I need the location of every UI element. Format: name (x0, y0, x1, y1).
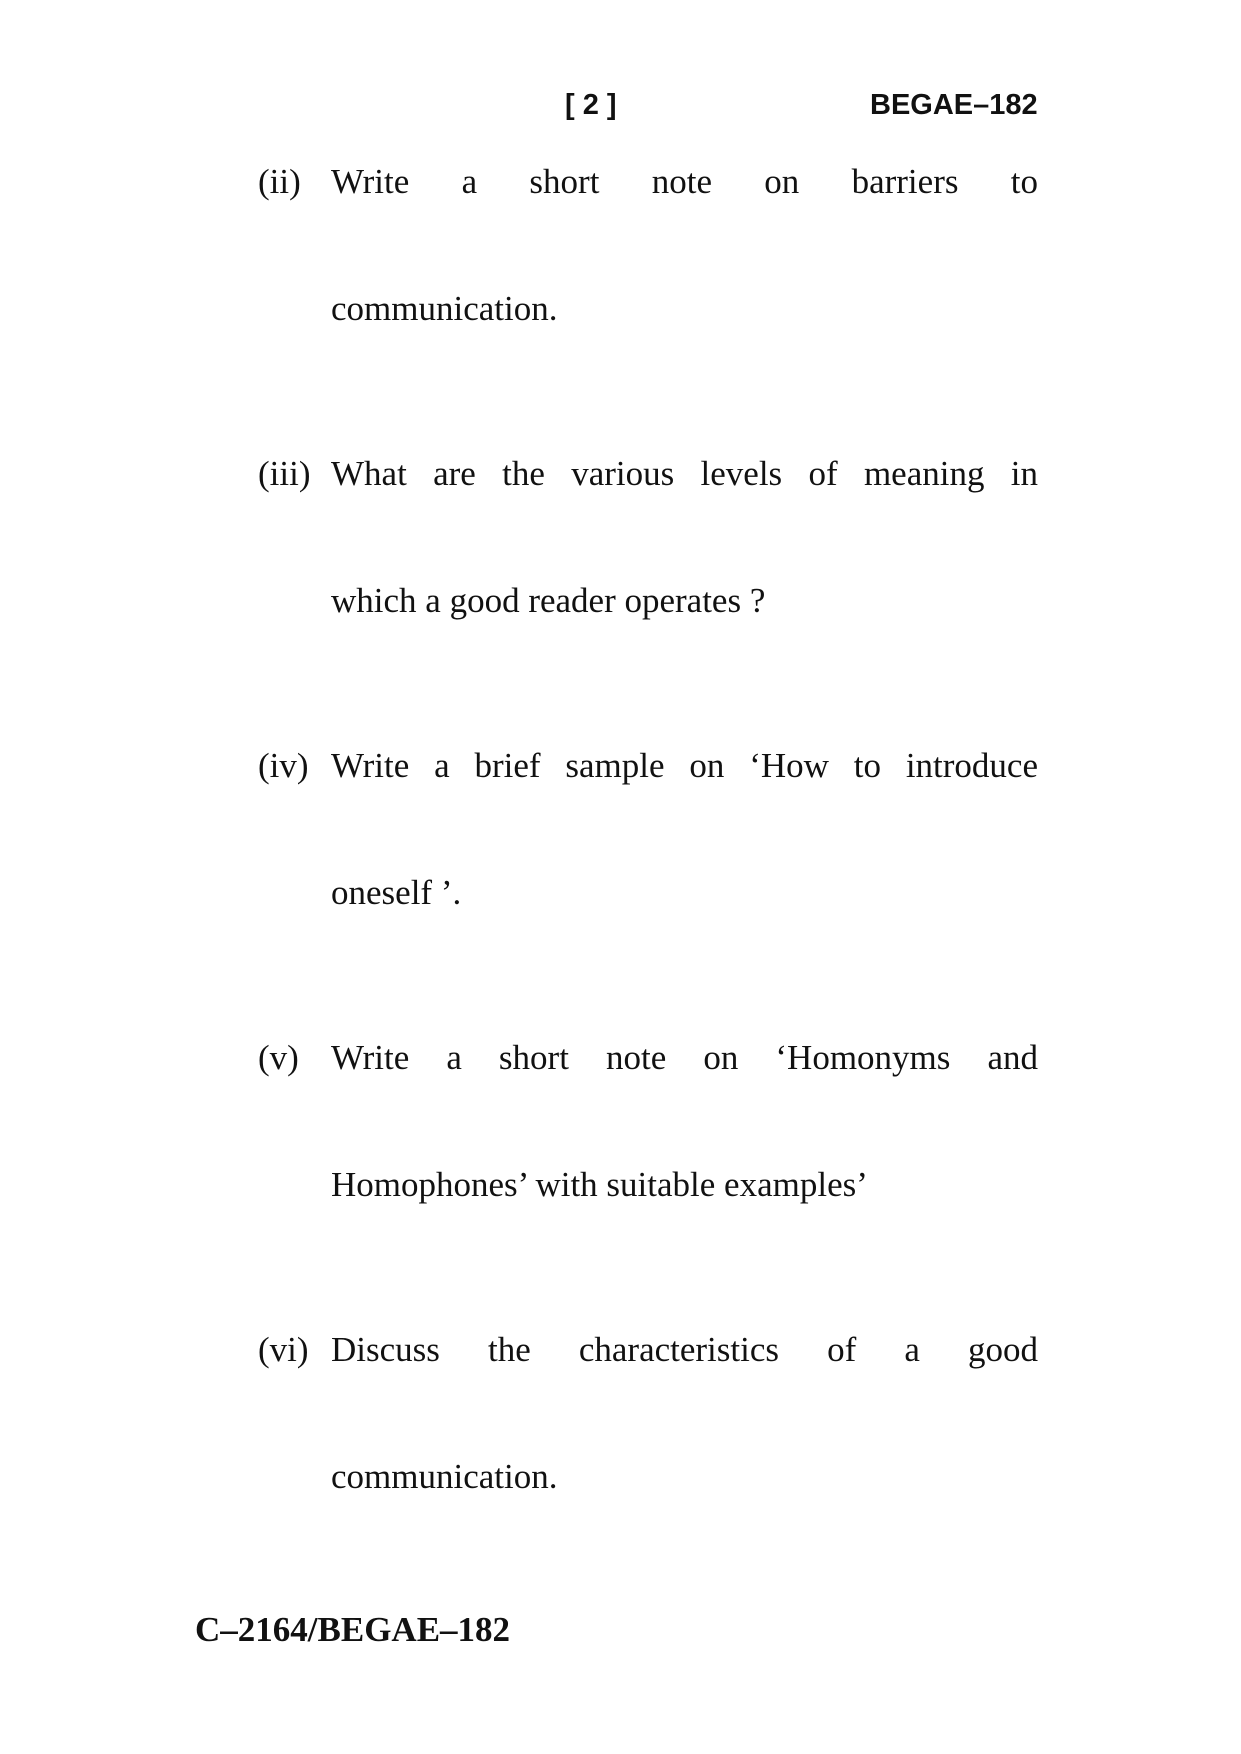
question-item (258, 746, 1038, 912)
question-text-line1: Write a brief sample on ‘How to introduce (331, 746, 1038, 785)
question-text-line2: which a good reader operates ? (331, 581, 766, 620)
question-number: (v) (258, 1038, 299, 1077)
question-text-line2: oneself ’. (331, 873, 462, 912)
question-text-line2: Homophones’ with suitable examples’ (331, 1165, 868, 1204)
question-item (258, 1038, 1038, 1204)
question-text-line1: Write a short note on barriers to (331, 162, 1038, 201)
question-number: (iii) (258, 454, 311, 493)
question-number: (vi) (258, 1330, 309, 1369)
question-item (258, 162, 1038, 328)
page-number: [ 2 ] (565, 89, 617, 121)
question-text-line2: communication. (331, 1457, 558, 1496)
question-number: (ii) (258, 162, 301, 201)
question-text-line1: Discuss the characteristics of a good (331, 1330, 1038, 1369)
question-number: (iv) (258, 746, 309, 785)
question-text-line1: What are the various levels of meaning in (331, 454, 1038, 493)
paper-code-header: BEGAE–182 (870, 89, 1038, 121)
question-item (258, 454, 1038, 620)
paper-code-footer: C–2164/BEGAE–182 (195, 1610, 511, 1649)
question-text-line1: Write a short note on ‘Homonyms and (331, 1038, 1038, 1077)
question-item (258, 1330, 1038, 1496)
question-text-line2: communication. (331, 289, 558, 328)
